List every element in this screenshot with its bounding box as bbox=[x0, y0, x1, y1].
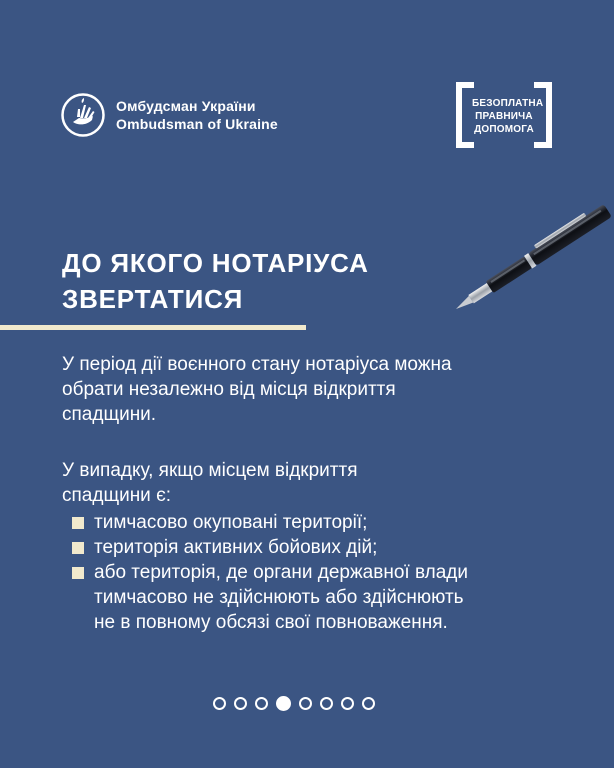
list-item bbox=[72, 510, 592, 535]
list-item-line: територія активних бойових дій; bbox=[94, 537, 378, 558]
free-legal-aid-line-3: ДОПОМОГА bbox=[474, 124, 534, 135]
pager-dot[interactable] bbox=[320, 697, 333, 710]
title-underline bbox=[0, 325, 306, 330]
list-item-line: тимчасово окуповані території; bbox=[94, 512, 368, 533]
right-bracket-icon bbox=[534, 82, 552, 148]
carousel-pager bbox=[213, 697, 375, 711]
pen-icon bbox=[440, 195, 614, 325]
free-legal-aid-name bbox=[472, 97, 544, 136]
condition-line-2: спадщини є: bbox=[62, 485, 172, 506]
pager-dot[interactable] bbox=[341, 697, 354, 710]
intro-line-1: У період дії воєнного стану нотаріуса можна bbox=[62, 354, 452, 375]
list-item-line: або територія, де органи державної влади bbox=[94, 562, 468, 583]
pager-dot[interactable] bbox=[234, 697, 247, 710]
square-bullet-icon bbox=[72, 567, 84, 579]
ombudsman-name-ua: Омбудсман України bbox=[116, 98, 256, 114]
list-item-text bbox=[94, 560, 592, 635]
list-item-text bbox=[94, 510, 592, 535]
condition-line-1: У випадку, якщо місцем відкриття bbox=[62, 460, 358, 481]
page-title bbox=[62, 245, 369, 317]
condition-paragraph bbox=[62, 458, 562, 508]
ombudsman-emblem-icon bbox=[60, 92, 106, 138]
ombudsman-name-en: Ombudsman of Ukraine bbox=[116, 116, 278, 132]
list-item-line: не в повному обсязі свої повноваження. bbox=[94, 612, 448, 633]
square-bullet-icon bbox=[72, 542, 84, 554]
list-item bbox=[72, 560, 592, 635]
list-item bbox=[72, 535, 592, 560]
intro-paragraph bbox=[62, 352, 562, 427]
title-line-2: ЗВЕРТАТИСЯ bbox=[62, 284, 244, 314]
list-item-line: тимчасово не здійснюють або здійснюють bbox=[94, 587, 464, 608]
intro-line-3: спадщини. bbox=[62, 404, 157, 425]
list-item-text bbox=[94, 535, 592, 560]
ombudsman-logo bbox=[60, 92, 278, 138]
square-bullet-icon bbox=[72, 517, 84, 529]
pager-dot[interactable] bbox=[299, 697, 312, 710]
condition-list bbox=[72, 510, 592, 635]
ombudsman-name bbox=[116, 97, 278, 133]
pager-dot[interactable] bbox=[255, 697, 268, 710]
title-line-1: ДО ЯКОГО НОТАРІУСА bbox=[62, 248, 369, 278]
intro-line-2: обрати незалежно від місця відкриття bbox=[62, 379, 396, 400]
pager-dot[interactable] bbox=[213, 697, 226, 710]
free-legal-aid-line-1: БЕЗОПЛАТНА bbox=[472, 98, 544, 109]
pager-dot-active[interactable] bbox=[276, 696, 291, 711]
pager-dot[interactable] bbox=[362, 697, 375, 710]
free-legal-aid-logo bbox=[456, 82, 552, 148]
free-legal-aid-line-2: ПРАВНИЧА bbox=[475, 111, 533, 122]
